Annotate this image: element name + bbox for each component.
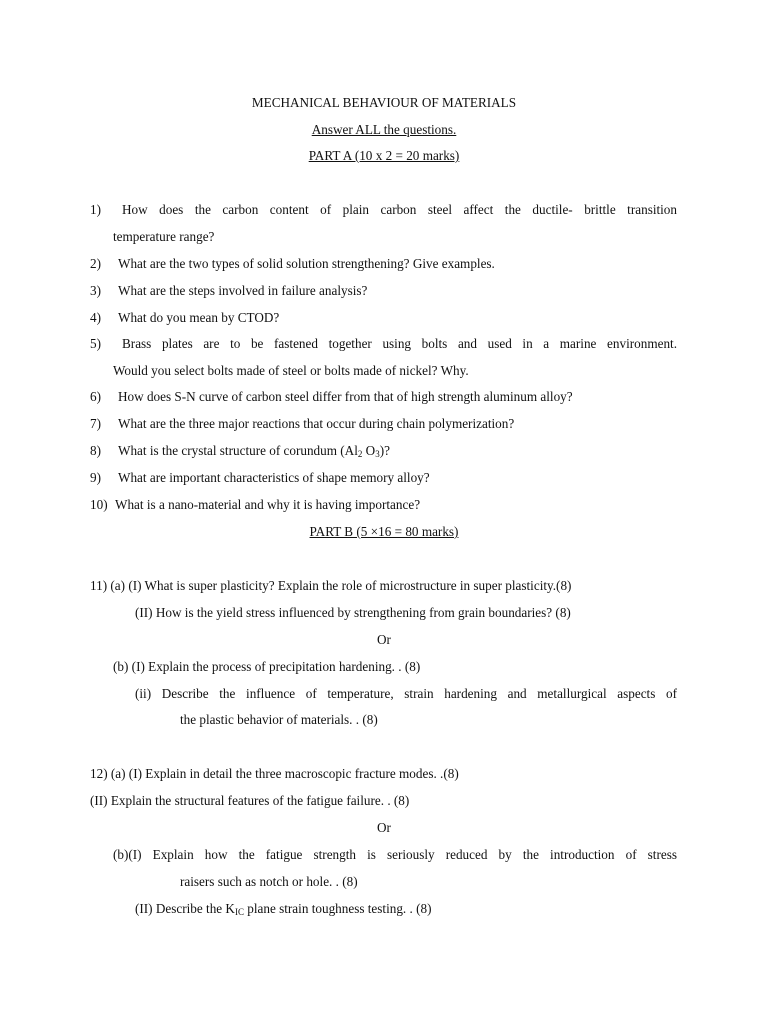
q11-b-ii-line1: (ii) Describe the influence of temperature, strain hardening and metallurgical aspects of (135, 686, 677, 701)
q8-sub-2: 3 (375, 449, 380, 459)
question-1-number: 1) (90, 202, 101, 217)
question-10-text: What is a nano-material and why it is having importance? (115, 497, 421, 512)
q12-a-i: 12) (a) (I) Explain in detail the three macroscopic fracture modes. .(8) (90, 766, 459, 781)
part-a-wrapper (0, 147, 768, 165)
question-5-number: 5) (90, 336, 101, 351)
question-9-text: What are important characteristics of shape memory alloy? (118, 470, 430, 485)
q12-b-ii-post: plane strain toughness testing. . (8) (243, 901, 432, 916)
question-10-number: 10) (90, 497, 108, 512)
question-6-number: 6) (90, 389, 101, 404)
q8-text-pre: What is the crystal structure of corundum (Al (118, 443, 358, 458)
q12-b-i-line2: raisers such as notch or hole. . (8) (180, 874, 358, 889)
question-2-text: What are the two types of solid solution strengthening? Give examples. (118, 256, 495, 271)
instruction-text: Answer ALL the questions. (311, 122, 457, 137)
question-8-text (118, 442, 390, 460)
q8-text-post: )? (379, 443, 390, 458)
instruction-wrapper (0, 121, 768, 139)
question-8-number: 8) (90, 443, 101, 458)
question-3-text: What are the steps involved in failure analysis? (118, 283, 368, 298)
q12-b-ii-pre: (II) Describe the K (135, 901, 235, 916)
q12-or: Or (377, 820, 391, 835)
q11-b-ii-line2: the plastic behavior of materials. . (8) (180, 712, 378, 727)
q12-a-ii: (II) Explain the structural features of the fatigue failure. . (8) (90, 793, 410, 808)
q8-sub-1: 2 (357, 449, 363, 459)
part-b-wrapper (0, 523, 768, 541)
q11-a-i: 11) (a) (I) What is super plasticity? Explain the role of microstructure in super plasticity.(8) (90, 578, 572, 593)
question-6-text: How does S-N curve of carbon steel differ from that of high strength aluminum alloy? (118, 389, 573, 404)
question-9-number: 9) (90, 470, 101, 485)
q11-b-i: (b) (I) Explain the process of precipitation hardening. . (8) (113, 659, 421, 674)
question-5-text-line1: Brass plates are to be fastened together using bolts and used in a marine environment. (122, 336, 677, 351)
q12-b-ii-sub: IC (234, 907, 244, 917)
question-7-number: 7) (90, 416, 101, 431)
part-b-heading: PART B (5 ×16 = 80 marks) (309, 524, 459, 539)
question-2-number: 2) (90, 256, 101, 271)
q12-b-ii (135, 900, 432, 918)
question-4-number: 4) (90, 310, 101, 325)
question-1-text-line1: How does the carbon content of plain carbon steel affect the ductile- brittle transition (122, 202, 677, 217)
question-3-number: 3) (90, 283, 101, 298)
q12-b-i-line1: (b)(I) Explain how the fatigue strength is seriously reduced by the introduction of stress (113, 847, 677, 862)
document-title: MECHANICAL BEHAVIOUR OF MATERIALS (251, 95, 517, 110)
question-5-text-line2: Would you select bolts made of steel or bolts made of nickel? Why. (113, 363, 469, 378)
q11-a-ii: (II) How is the yield stress influenced by strengthening from grain boundaries? (8) (135, 605, 571, 620)
q11-or: Or (377, 632, 391, 647)
q8-text-mid: O (362, 443, 376, 458)
part-a-heading: PART A (10 x 2 = 20 marks) (308, 148, 460, 163)
question-4-text: What do you mean by CTOD? (118, 310, 280, 325)
question-1-text-line2: temperature range? (113, 229, 215, 244)
question-7-text: What are the three major reactions that occur during chain polymerization? (118, 416, 515, 431)
